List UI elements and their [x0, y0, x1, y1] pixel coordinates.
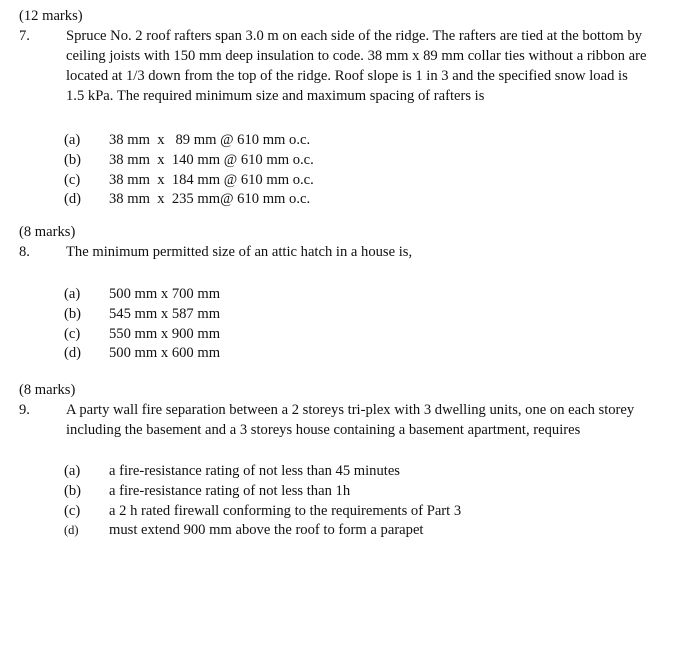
- stem-line: A party wall fire separation between a 2 storeys tri-plex with 3 dwelling units, one on each storey: [66, 402, 635, 418]
- option-text: 38 mm x 184 mm @ 610 mm o.c.: [109, 171, 314, 188]
- stem-line: The minimum permitted size of an attic hatch in a house is,: [66, 244, 413, 260]
- option-d: [64, 520, 679, 540]
- option-b: [64, 304, 679, 324]
- question-stem: [66, 26, 679, 106]
- question-stem: [66, 400, 679, 440]
- option-c: [64, 324, 679, 344]
- option-text: 500 mm x 600 mm: [109, 345, 221, 362]
- option-label: (a): [64, 463, 81, 479]
- option-c: [64, 170, 679, 190]
- answer-options: [64, 461, 679, 540]
- option-d: [64, 343, 679, 363]
- option-text: 500 mm x 700 mm: [109, 286, 221, 302]
- stem-line: 1.5 kPa. The required minimum size and maximum spacing of rafters is: [66, 88, 485, 104]
- question-number: 9.: [19, 402, 30, 418]
- option-label: (a): [64, 286, 81, 302]
- option-label: (c): [64, 502, 81, 519]
- option-text: a fire-resistance rating of not less than 45 minutes: [109, 463, 400, 479]
- answer-options: [64, 284, 679, 363]
- question-8: [19, 222, 679, 363]
- option-label: (d): [64, 191, 82, 208]
- option-label: (b): [64, 305, 82, 322]
- option-label: (a): [64, 132, 81, 148]
- stem-line: including the basement and a 3 storeys house containing a basement apartment, requires: [66, 422, 581, 438]
- stem-line: ceiling joists with 150 mm deep insulation to code. 38 mm x 89 mm collar ties without a ribbon are: [66, 48, 647, 64]
- option-label: (d): [64, 523, 79, 538]
- question-marks: (12 marks): [19, 8, 83, 24]
- option-a: [64, 284, 679, 304]
- stem-line: Spruce No. 2 roof rafters span 3.0 m on each side of the ridge. The rafters are tied at the bottom by: [66, 28, 642, 44]
- question-stem-row: [19, 400, 679, 440]
- question-stem: [66, 242, 679, 262]
- option-a: [64, 461, 679, 481]
- answer-options: [64, 130, 679, 209]
- option-label: (c): [64, 171, 81, 188]
- option-text: a 2 h rated firewall conforming to the requirements of Part 3: [109, 502, 462, 519]
- stem-line: located at 1/3 down from the top of the ridge. Roof slope is 1 in 3 and the specified snow load is: [66, 68, 628, 84]
- option-b: [64, 150, 679, 170]
- question-9: [19, 380, 679, 540]
- option-text: 545 mm x 587 mm: [109, 305, 221, 322]
- question-number: 8.: [19, 244, 30, 260]
- option-text: 550 mm x 900 mm: [109, 325, 221, 342]
- option-label: (c): [64, 325, 81, 342]
- option-text: 38 mm x 89 mm @ 610 mm o.c.: [109, 132, 311, 148]
- question-marks: (8 marks): [19, 382, 76, 398]
- option-d: [64, 189, 679, 209]
- option-text: 38 mm x 235 mm@ 610 mm o.c.: [109, 191, 311, 208]
- question-stem-row: [19, 242, 679, 262]
- option-text: must extend 900 mm above the roof to form a parapet: [109, 522, 424, 539]
- question-number: 7.: [19, 28, 30, 44]
- option-label: (d): [64, 345, 82, 362]
- option-b: [64, 481, 679, 501]
- question-7: [19, 6, 679, 209]
- option-a: [64, 130, 679, 150]
- question-marks: (8 marks): [19, 224, 76, 240]
- option-text: 38 mm x 140 mm @ 610 mm o.c.: [109, 151, 314, 168]
- option-label: (b): [64, 482, 82, 499]
- option-text: a fire-resistance rating of not less than 1h: [109, 482, 351, 499]
- option-c: [64, 501, 679, 521]
- option-label: (b): [64, 151, 82, 168]
- question-stem-row: [19, 26, 679, 106]
